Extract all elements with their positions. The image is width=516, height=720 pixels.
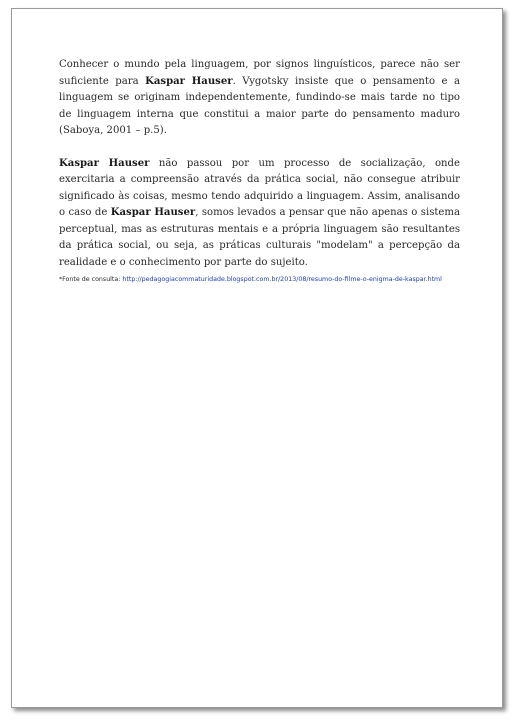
- kaspar-hauser-name: Kaspar Hauser: [59, 157, 150, 169]
- kaspar-hauser-name: Kaspar Hauser: [110, 207, 196, 218]
- paragraph-2: [59, 156, 460, 272]
- paragraph-2-text-b: , somos levados a pensar que não apenas o sistema perceptual, mas as estruturas mentais e a própria linguagem são resultantes da prática social, ou seja, as práticas culturais "modelam" a percepção da realidade e o conhecimento por parte do sujeito.: [59, 207, 460, 268]
- kaspar-hauser-name: Kaspar Hauser: [145, 75, 233, 87]
- paragraph-2-text-a: não passou por um processo de socialização, onde exercitaria a compreensão através da prática social, não consegue atribuir significado às coisas, mesmo tendo adquirido a linguagem. Assim, analisando o caso de: [59, 157, 460, 218]
- source-link[interactable]: http://pedagogiacommaturidade.blogspot.com.br/2013/08/resumo-do-filme-o-enigma-de-kaspar.html: [122, 276, 442, 283]
- document-body: [59, 57, 460, 271]
- paragraph-1-text-b: . Vygotsky insiste que o pensamento e a linguagem se originam independentemente, fundindo-se mais tarde no tipo de linguagem interna que constitui a maior parte do pensamento maduro (Saboya, 2001 – p.5).: [59, 75, 461, 136]
- document-page: [11, 8, 503, 708]
- paragraph-1-text-a: Conhecer o mundo pela linguagem, por signos linguísticos, parece não ser suficiente para: [59, 59, 460, 87]
- paragraph-1: [59, 57, 460, 140]
- footnote: [59, 275, 479, 285]
- footnote-label: *Fonte de consulta:: [59, 276, 123, 283]
